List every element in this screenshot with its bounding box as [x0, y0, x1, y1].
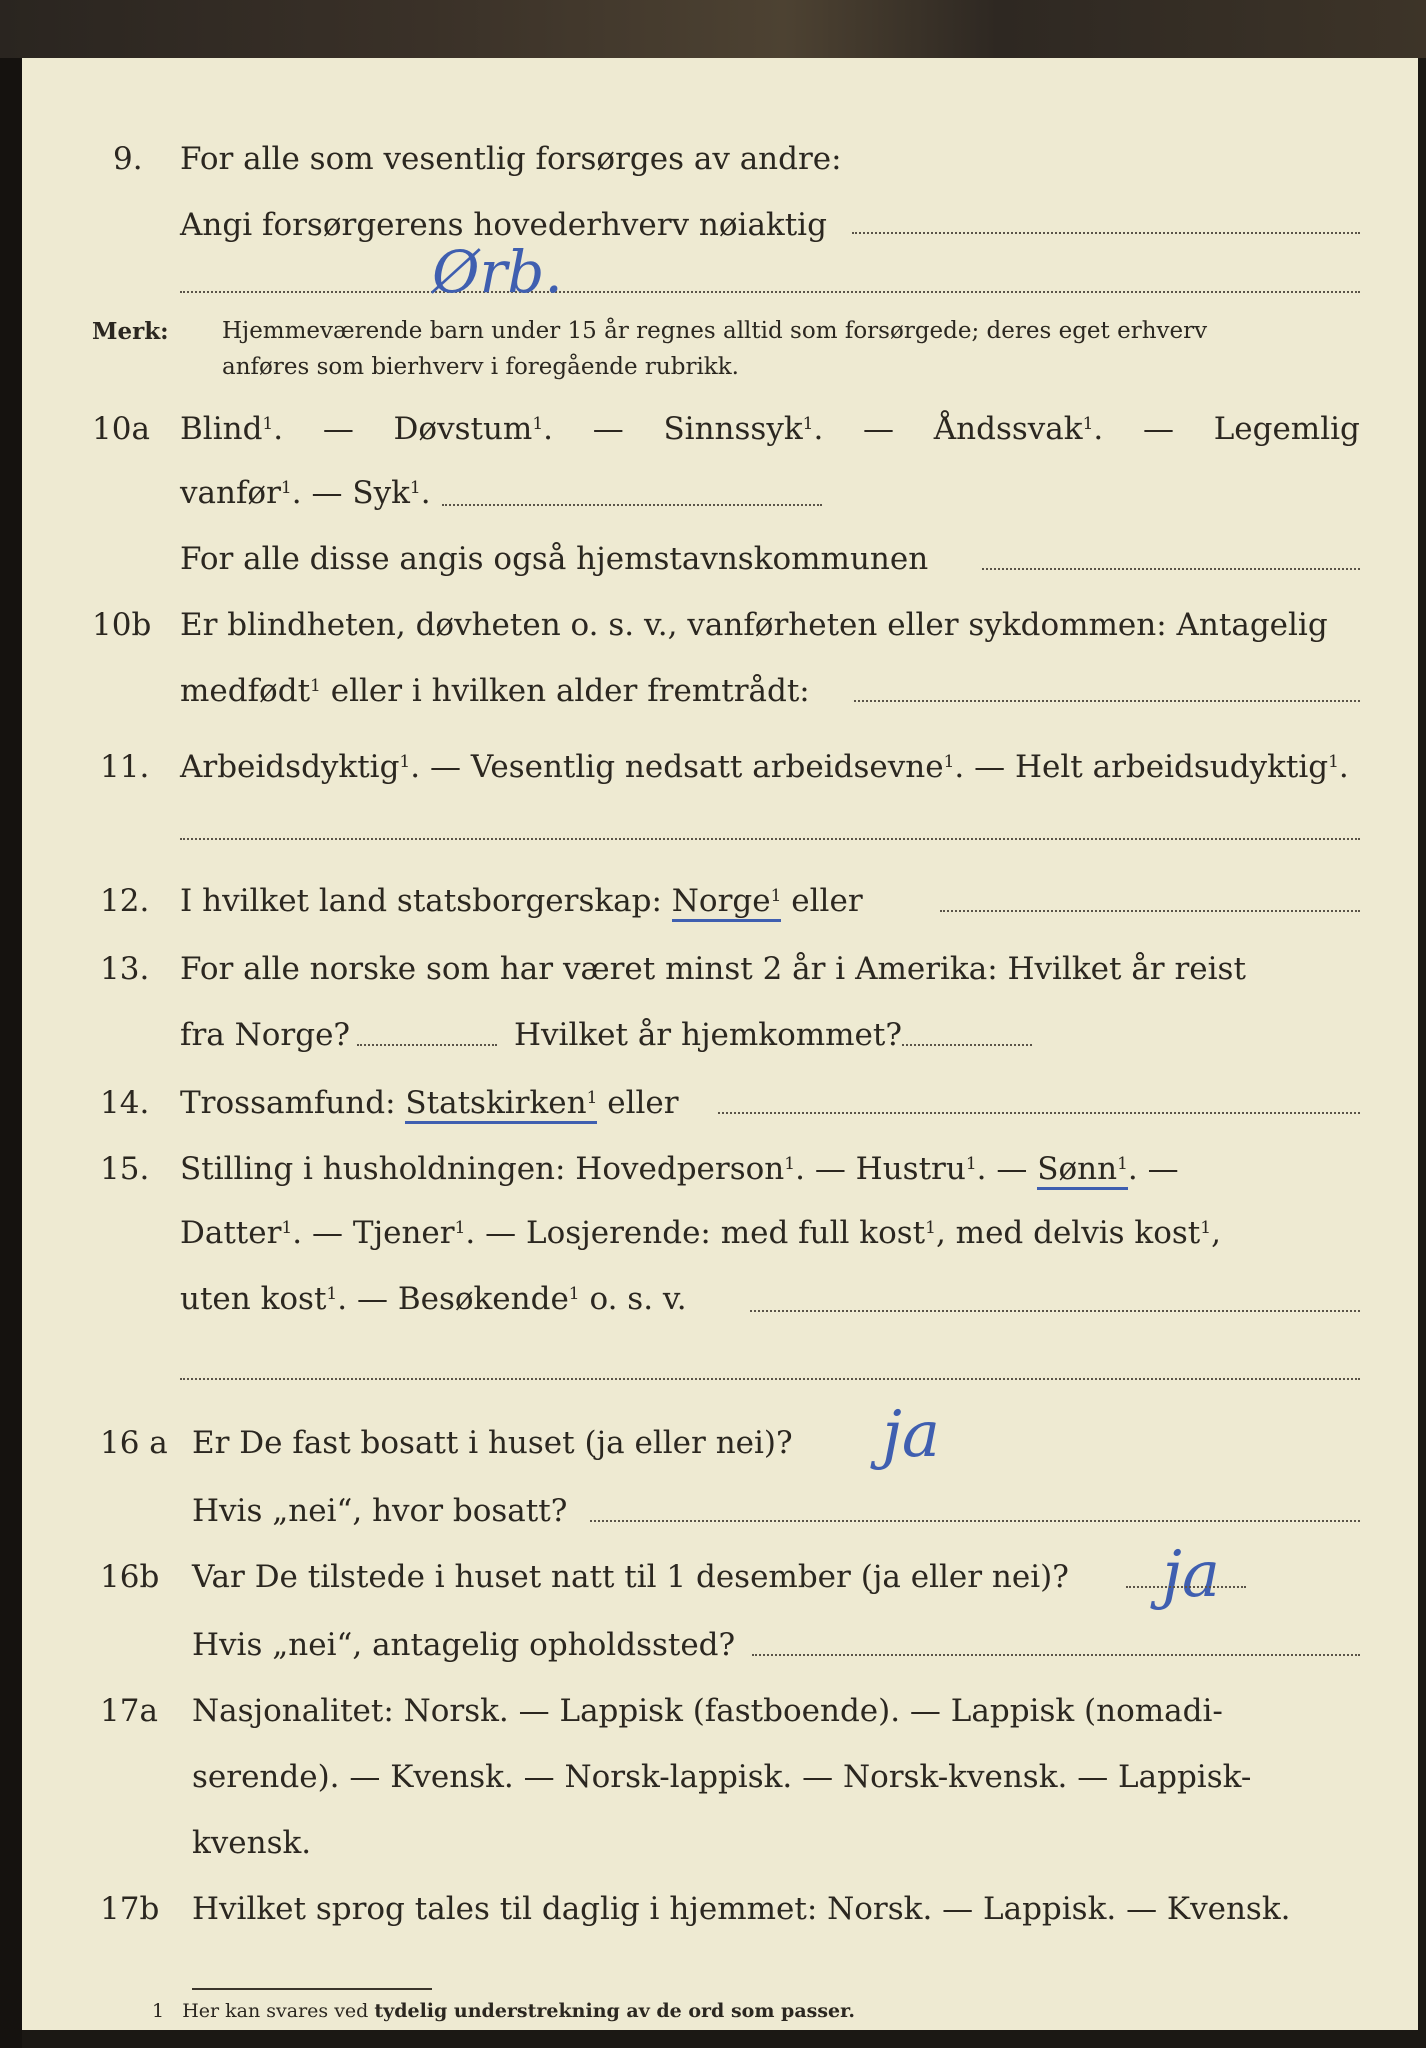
- q12-answer-line[interactable]: [940, 910, 1360, 912]
- q17a-line1: Nasjonalitet: Norsk. — Lappisk (fastboende). — Lappisk (nomadi-: [192, 1693, 1223, 1729]
- q13-reist-line[interactable]: [357, 1044, 497, 1046]
- q15-option-sonn: Sønn$^1$: [1037, 1151, 1128, 1190]
- q9-answer-line-2[interactable]: [180, 291, 1360, 293]
- q17b-line1: Hvilket sprog tales til daglig i hjemmet: Norsk. — Lappisk. — Kvensk.: [192, 1891, 1291, 1927]
- q16a-number: 16 a: [100, 1425, 168, 1461]
- merk-line2: anføres som bierhverv i foregående rubrikk.: [222, 354, 739, 380]
- q15-answer-line-2[interactable]: [180, 1378, 1360, 1380]
- q10a-answer-line[interactable]: [442, 504, 822, 506]
- q11-line1: Arbeidsdyktig$^1$. — Vesentlig nedsatt arbeidsevne$^1$. — Helt arbeidsudyktig$^1$.: [180, 749, 1349, 785]
- q14-option-statskirken: Statskirken$^1$: [405, 1085, 597, 1124]
- q13-number: 13.: [100, 951, 150, 987]
- q10a-hjemstavn-line[interactable]: [982, 568, 1360, 570]
- q10a-option-legemlig: Legemlig: [1213, 411, 1360, 447]
- q15-line1: Stilling i husholdningen: Hovedperson$^1$. — Hustru$^1$. — Sønn$^1$. —: [180, 1154, 1179, 1185]
- q9-number: 9.: [113, 141, 143, 177]
- q10a-option-sinnssyk: Sinnssyk$^1$.: [663, 411, 824, 447]
- q16a-handwritten-answer: ja: [882, 1398, 940, 1472]
- q16b-handwritten-answer: ja: [1162, 1538, 1220, 1612]
- q17a-number: 17a: [100, 1693, 158, 1729]
- q11-number: 11.: [100, 749, 150, 785]
- merk-line1: Hjemmeværende barn under 15 år regnes alltid som forsørgede; deres eget erhverv: [222, 318, 1208, 344]
- q15-line2: Datter$^1$. — Tjener$^1$. — Losjerende: med full kost$^1$, med delvis kost$^1$,: [180, 1215, 1221, 1251]
- q12-option-norge: Norge$^1$: [672, 883, 782, 922]
- q13-line2b: Hvilket år hjemkommet?: [514, 1017, 902, 1053]
- q9-line2: Angi forsørgerens hovederhverv nøiaktig: [180, 207, 827, 243]
- q12-line: I hvilket land statsborgerskap: Norge$^1$ eller: [180, 886, 863, 917]
- footnote-rule: [192, 1988, 432, 1990]
- scan-edge-top: [0, 0, 1426, 58]
- q15-number: 15.: [100, 1151, 150, 1187]
- q14-number: 14.: [100, 1085, 150, 1121]
- q12-number: 12.: [100, 883, 150, 919]
- q10b-line1: Er blindheten, døvheten o. s. v., vanførheten eller sykdommen: Antagelig: [180, 607, 1328, 643]
- q13-line2a: fra Norge?: [180, 1017, 351, 1053]
- q10a-line3: For alle disse angis også hjemstavnskommunen: [180, 541, 929, 577]
- q9-line1: For alle som vesentlig forsørges av andre:: [180, 141, 842, 177]
- q13-line1: For alle norske som har været minst 2 år i Amerika: Hvilket år reist: [180, 951, 1246, 987]
- footnote: 1 Her kan svares ved tydelig understrekning av de ord som passer.: [152, 2000, 855, 2022]
- q16a-line2: Hvis „nei“, hvor bosatt?: [192, 1493, 568, 1529]
- q16b-answer-line[interactable]: [1126, 1586, 1246, 1588]
- q16b-number: 16b: [100, 1559, 160, 1595]
- q16a-answer-line[interactable]: [590, 1520, 1360, 1522]
- q17b-number: 17b: [100, 1891, 160, 1927]
- q14-line: Trossamfund: Statskirken$^1$ eller: [180, 1088, 679, 1119]
- q10b-answer-line[interactable]: [854, 700, 1360, 702]
- q13-hjemkommet-line[interactable]: [902, 1044, 1032, 1046]
- q14-answer-line[interactable]: [718, 1112, 1360, 1114]
- q9-handwritten-answer: Ørb.: [432, 238, 563, 306]
- census-form-page: [22, 58, 1418, 2030]
- q16a-line1: Er De fast bosatt i huset (ja eller nei)?: [192, 1425, 793, 1461]
- merk-label: Merk:: [92, 318, 169, 345]
- q10a-line1: Blind$^1$. — Døvstum$^1$. — Sinnssyk$^1$. — Åndssvak$^1$. — Legemlig: [180, 411, 1360, 447]
- q16b-opholdssted-line[interactable]: [752, 1654, 1360, 1656]
- q10a-line2: vanfør$^1$. — Syk$^1$.: [180, 475, 431, 511]
- q15-answer-line[interactable]: [750, 1310, 1360, 1312]
- q10a-option-andssvak: Åndssvak$^1$.: [933, 411, 1104, 447]
- q17a-line3: kvensk.: [192, 1825, 312, 1861]
- q10a-option-dovstum: Døvstum$^1$.: [393, 411, 553, 447]
- q16b-line2: Hvis „nei“, antagelig opholdssted?: [192, 1627, 736, 1663]
- q17a-line2: serende). — Kvensk. — Norsk-lappisk. — Norsk-kvensk. — Lappisk-: [192, 1759, 1252, 1795]
- scan-edge-left: [0, 58, 22, 2048]
- q16b-line1: Var De tilstede i huset natt til 1 desember (ja eller nei)?: [192, 1559, 1069, 1595]
- q10a-option-blind: Blind$^1$.: [180, 411, 284, 447]
- q10b-number: 10b: [92, 607, 152, 643]
- q11-answer-line[interactable]: [180, 838, 1360, 840]
- q15-line3: uten kost$^1$. — Besøkende$^1$ o. s. v.: [180, 1281, 687, 1317]
- q9-answer-line[interactable]: [852, 232, 1360, 234]
- q10a-number: 10a: [92, 411, 150, 447]
- q10b-line2: medfødt$^1$ eller i hvilken alder fremtrådt:: [180, 673, 810, 709]
